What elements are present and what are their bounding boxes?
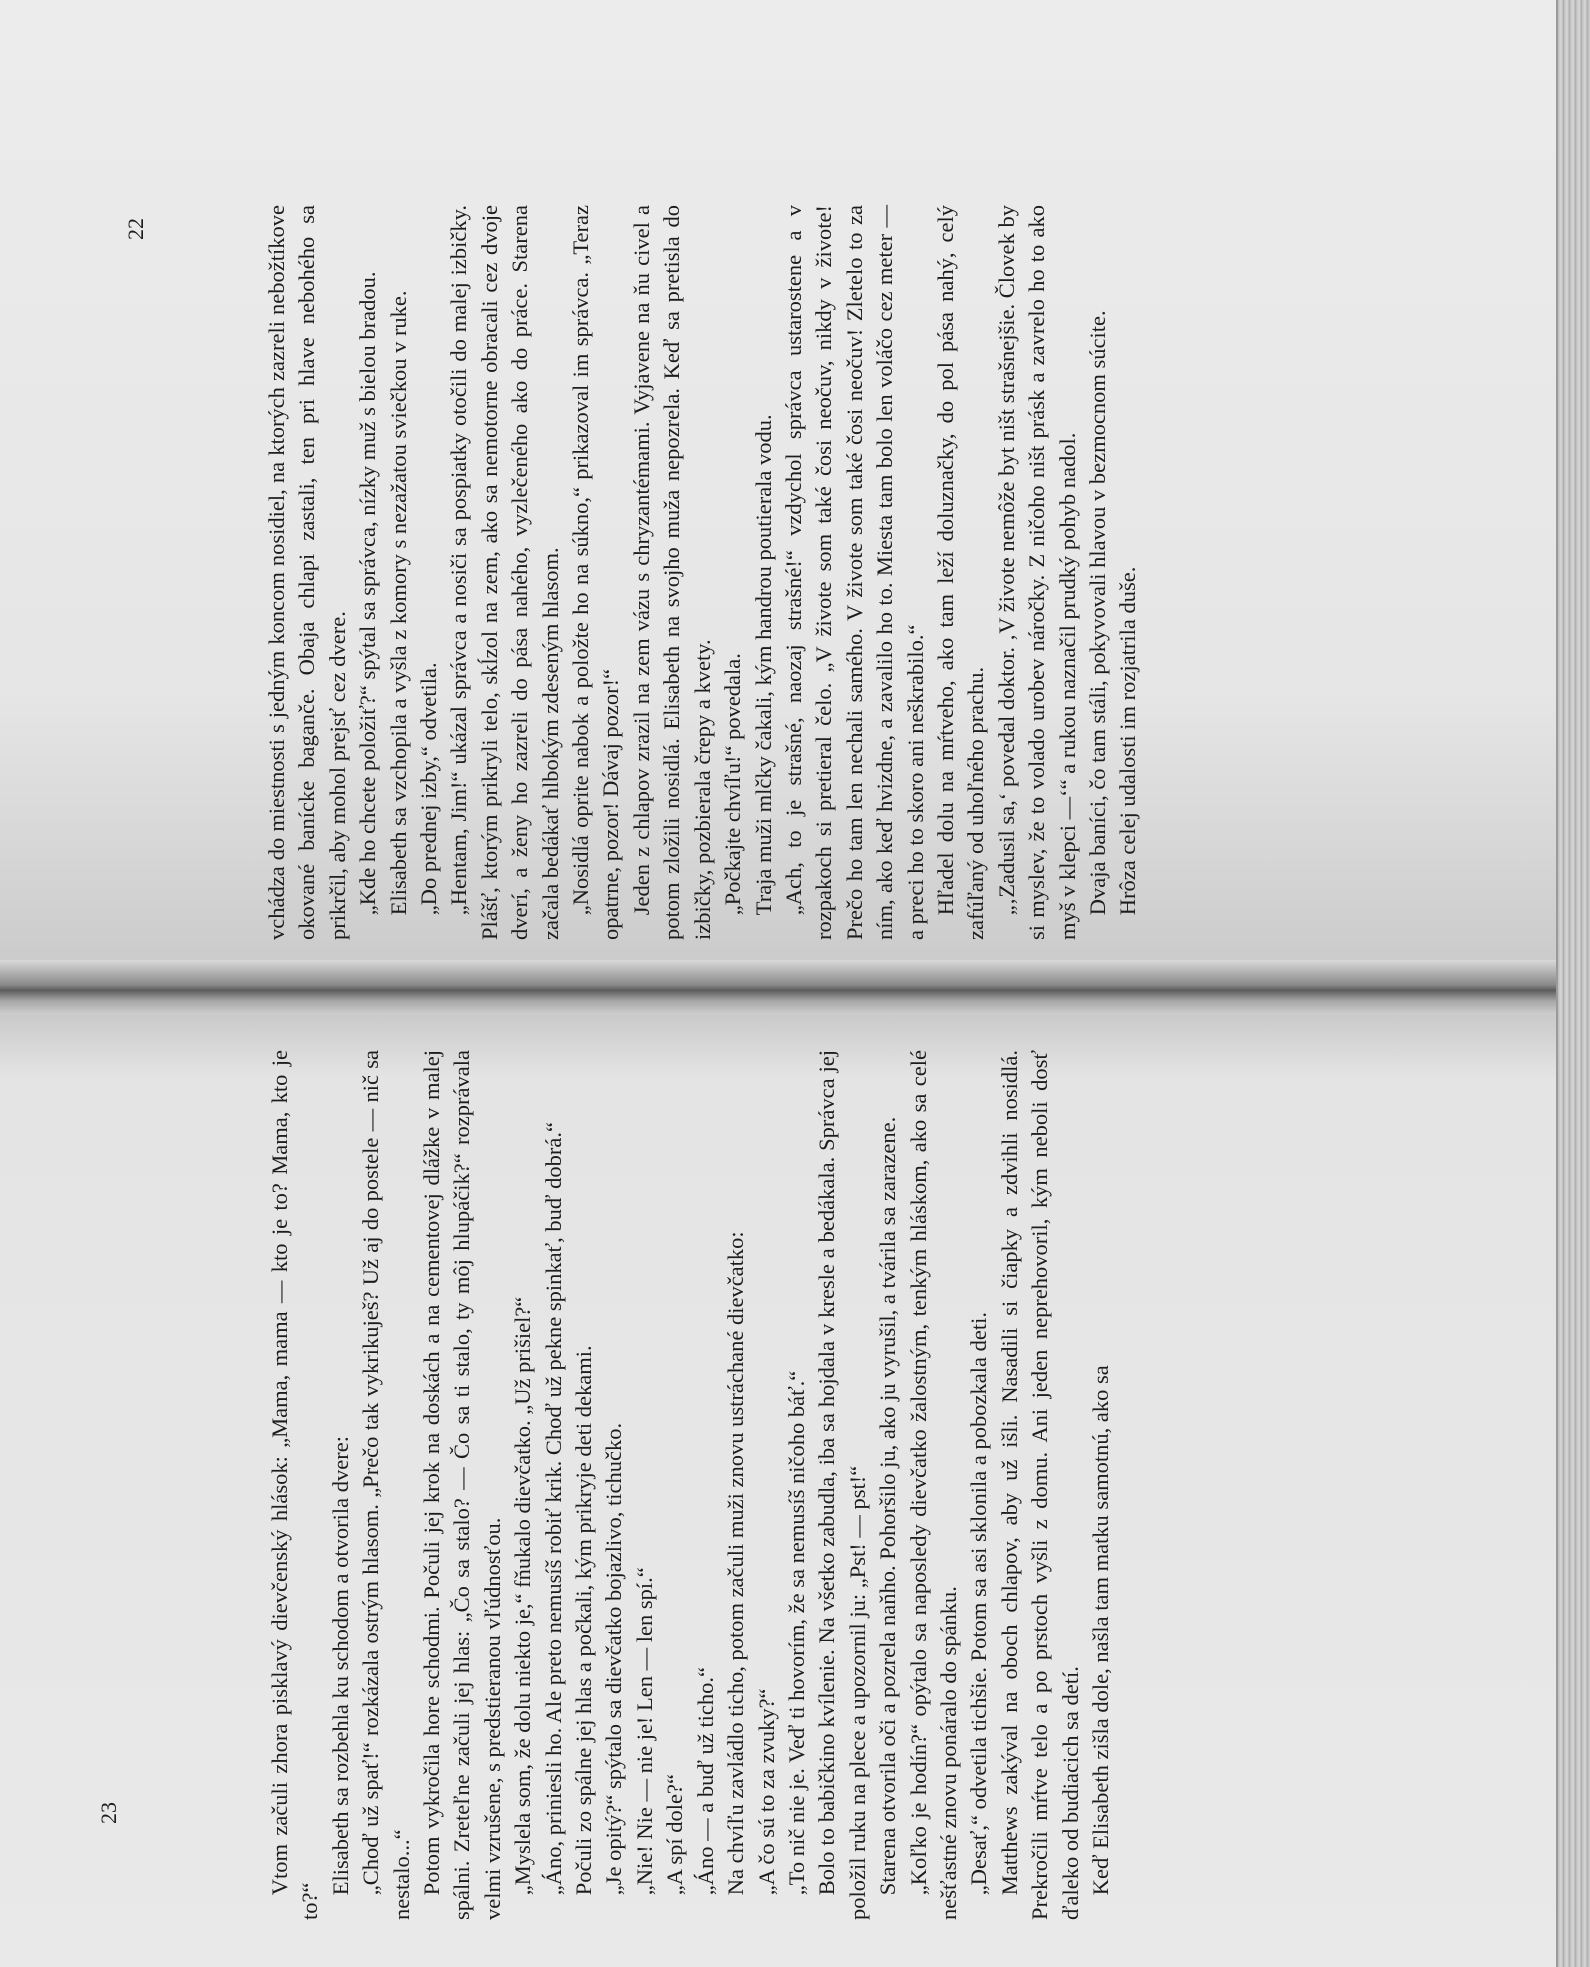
paragraph: „To nič nie je. Veď ti hovorím, že sa nemusíš ničoho báť.“ bbox=[783, 1370, 809, 1896]
paragraph: „Nosidlá oprite nabok a položte ho na súkno,“ prikazoval im správca. „Teraz opatrne, pozor! Dávaj pozor!“ bbox=[568, 205, 624, 940]
paragraph: „Kde ho chcete položiť?“ spýtal sa správca, nízky muž s bielou bradou. bbox=[355, 271, 381, 916]
paragraph: Elisabeth sa rozbehla ku schodom a otvorila dvere: bbox=[327, 1436, 353, 1896]
paragraph: „Počkajte chvíľu!“ povedala. bbox=[720, 653, 746, 916]
paragraph: „Nie! Nie — nie je! Len — len spí.“ bbox=[631, 1567, 657, 1896]
page-edge-stack bbox=[1556, 0, 1590, 1967]
paragraph: „Myslela som, že dolu niekto je,“ fňukalo dievčatko. „Už prišiel?“ bbox=[510, 1296, 536, 1896]
paragraph: Počuli zo spálne jej hlas a počkali, kým prikryje deti dekami. bbox=[571, 1345, 597, 1896]
paragraph: „Je opitý?“ spýtalo sa dievčatko bojazlivo, tichučko. bbox=[601, 1422, 627, 1896]
paragraph: „Desať,“ odvetila tichšie. Potom sa asi sklonila a pobozkala deti. bbox=[966, 1312, 992, 1896]
paragraph: Starena otvorila oči a pozrela naňho. Pohoršilo ju, ako ju vyrušil, a tvárila sa zarazene. bbox=[875, 1116, 901, 1896]
paragraph: Hrôza celej udalosti im rozjatrila duše. bbox=[1115, 566, 1141, 916]
paragraph: Potom vykročila hore schodmi. Počuli jej krok na doskách a na cementovej dlážke v malej spálni. Zreteľne začuli jej hlas: „Čo sa stalo? — Čo sa ti stalo, ty môj hlupáčik?“ rozprávala velmi vzrušene, s predstieranou vľúdnosťou. bbox=[419, 1050, 505, 1920]
paragraph: Hľadel dolu na mŕtveho, ako tam leží doluznačky, do pol pása nahý, celý zafúľaný od uhoľného prachu. bbox=[932, 205, 989, 940]
paragraph: Keď Elisabeth zišla dole, našla tam matku samotnú, ako sa bbox=[1087, 1365, 1113, 1896]
paragraph: Na chvíľu zavládlo ticho, potom začuli mužі znovu ustráchané dievčatko: bbox=[723, 1231, 749, 1896]
right-page-text bbox=[265, 1050, 1385, 1920]
paragraph: Elisabeth sa vzchopila a vyšla z komory s nezažatou sviečkou v ruke. bbox=[385, 290, 411, 916]
paragraph: Vtom začuli zhora pisklavý dievčenský hlások: „Mama, mama — kto je to? Mama, kto je to?“ bbox=[267, 1050, 323, 1920]
book-gutter bbox=[0, 960, 1590, 1015]
paragraph: vchádza do miestnosti s jedným koncom nosidiel, na ktorých zazreli nebožtíkove okované banícke bagančе. Obaja chlapi zastali, ten pri hlave nebohého sa prikrčil, aby mohol prejsť cez dvere. bbox=[264, 205, 350, 940]
paragraph: „Ach, to je strašné, naozaj strašné!“ vzdychol správca ustarostene a v rozpakoch si pretieral čelo. „V živote som také čosi neočuv, nikdy v živote! Prečo ho tam len nechali samého. V živote som také čosi neočuv! Zletelo to za ním, ako keď hvizdne, a zavalilo ho to. Miesta tam bolo len voláčo cez meter — a preci ho to skoro ani neškrabilo.“ bbox=[780, 205, 928, 940]
left-page-text bbox=[262, 205, 1312, 940]
paragraph: „Choď už spať!“ rozkázala ostrým hlasom. „Prečo tak vykrikuješ? Už aj do postele — nič sa nestalo...“ bbox=[358, 1050, 414, 1920]
paragraph: Jeden z chlapov zrazil na zem vázu s chryzantémami. Vyjavene na ňu civel a potom zložili nosidlá. Elisabeth na svojho muža nepozrela. Keď sa pretisla do izbičky, pozbierala črepy a kvety. bbox=[628, 205, 715, 940]
paragraph: „Hentam, Jim!“ ukázal správca a nosiči sa pospiatky otočili do malej izbičky. Plášť, ktorým prikryli telo, skĺzol na zem, ako sa nemotorne obracali cez dvoje dverí, a ženy ho zazreli do pása nahého, vyzlečeného ako do práce. Starena začala bedákať hlbokým zdeseným hlasom. bbox=[446, 205, 563, 940]
paragraph: „A čo sú to za zvuky?“ bbox=[753, 1688, 779, 1896]
paragraph: Dvaja baníci, čo tam stáli, pokyvovali hlavou v bezmocnom súcite. bbox=[1084, 310, 1110, 916]
paragraph: Bolo to babičkino kvílenie. Na všetko zabudla, iba sa hojdala v kresle a bedákala. Správca jej položil ruku na plece a upozornil ju: „Pst! — pst!“ bbox=[814, 1050, 870, 1920]
page-number-right: 23 bbox=[96, 1802, 121, 1824]
paragraph: Traja muži mlčky čakali, kým handrou poutierala vodu. bbox=[750, 414, 776, 916]
paragraph: „‚Zadusil sa,‘ povedal doktor. ‚V živote nemôže byt ništ strašnejšie. Človek by si myslev, že to volado urobev náročky. Z ničoho ništ prásk a zavrelo ho to ako myš v klepci —‘“ a rukou naznačil prudký pohyb nadol. bbox=[993, 205, 1080, 940]
paragraph: „Áno, priniesli ho. Ale preto nemusíš robiť krik. Choď už pekne spinkať, buď dobrá.“ bbox=[540, 1122, 566, 1896]
paragraph: „Koľko je hodín?“ opýtalo sa naposledy dievčatko žalostným, tenkým hláskom, ako sa celé nešťastné znovu ponáralo do spánku. bbox=[905, 1050, 961, 1920]
paragraph: „Áno — a buď už ticho.“ bbox=[692, 1667, 718, 1896]
paragraph: „A spí dole?“ bbox=[662, 1774, 688, 1896]
page-number-left: 22 bbox=[123, 218, 148, 240]
paragraph: Matthews zakýval na oboch chlapov, aby už išli. Nasadili si čiapky a zdvihli nosidlá. Prekročili mŕtve telo a po prstoch vyšli z domu. Ani jeden neprehovoril, kým neboli dosť ďaleko od budiacich sa detí. bbox=[996, 1050, 1083, 1920]
paragraph: „Do prednej izby,“ odvetila. bbox=[416, 662, 442, 916]
